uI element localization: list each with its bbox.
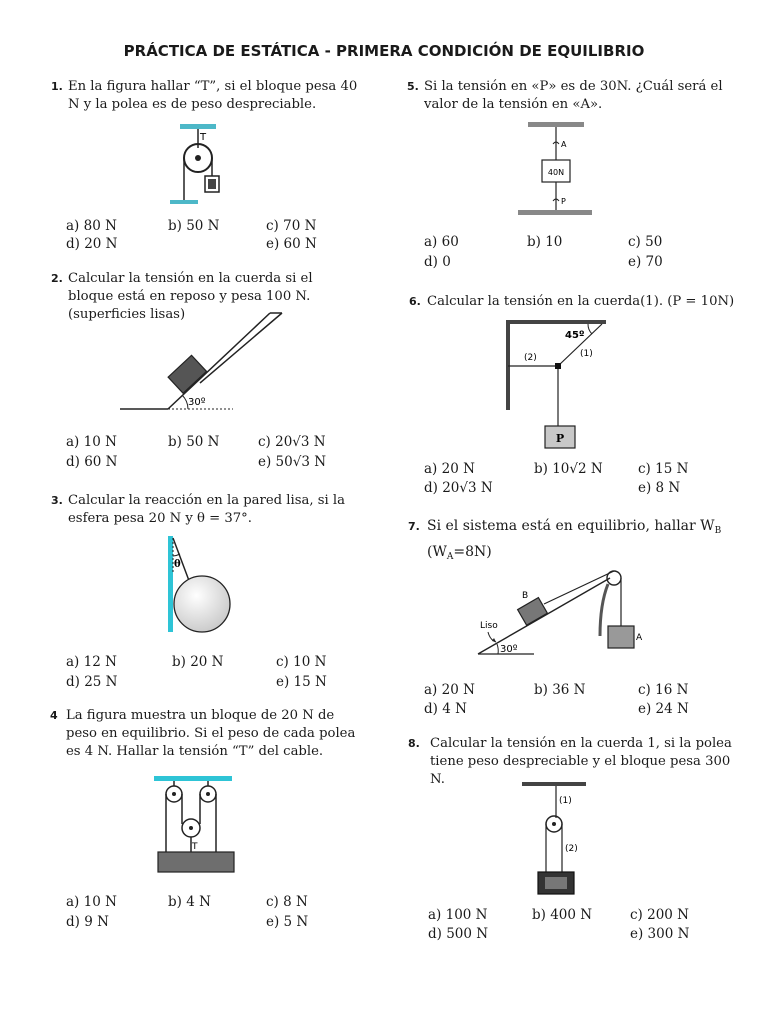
problem-4-text: La figura muestra un bloque de 20 N de peso en equilibrio. Si el peso de cada polea es 4 N. Hallar la tensión “T” del cable.: [66, 708, 356, 759]
rope-2-label: (2): [524, 353, 537, 363]
smooth-wall: [168, 536, 173, 632]
problem-7-figure: [474, 566, 644, 662]
problem-6-option-b[interactable]: b) 10√2 N: [534, 461, 603, 477]
ceiling-support: [154, 776, 232, 781]
problem-2-option-c[interactable]: c) 20√3 N: [258, 434, 326, 450]
problem-7-text-line2b: =8N): [453, 544, 492, 560]
problem-7-subscript-b: B: [714, 526, 722, 536]
problem-1-number: 1.: [51, 80, 63, 93]
angle-label: 30º: [188, 397, 206, 408]
problem-2-option-e[interactable]: e) 50√3 N: [258, 454, 327, 470]
problem-7-option-b[interactable]: b) 36 N: [534, 682, 586, 698]
problem-1-text: En la figura hallar “T”, si el bloque pesa 40 N y la polea es de peso despreciable.: [68, 79, 358, 112]
problem-1-option-a[interactable]: a) 80 N: [66, 218, 117, 234]
problem-7-option-e[interactable]: e) 24 N: [638, 701, 689, 717]
block-label: P: [555, 432, 565, 445]
problem-2-number: 2.: [51, 272, 63, 285]
problem-3-option-c[interactable]: c) 10 N: [276, 654, 327, 670]
problem-8-option-e[interactable]: e) 300 N: [630, 926, 690, 942]
ceiling-support: [528, 122, 584, 127]
block-label: 40N: [547, 168, 565, 177]
problem-6-option-e[interactable]: e) 8 N: [638, 480, 681, 496]
problem-7-text: Si el sistema está en equilibrio, hallar W: [427, 518, 715, 534]
problem-1-statement: [51, 78, 358, 114]
angle-label: 45º: [565, 330, 585, 341]
incline: [168, 313, 270, 409]
label-p: P: [561, 197, 566, 206]
problem-5-figure: [512, 116, 602, 224]
problem-7-text-line2a: (W: [427, 544, 447, 560]
sphere: [174, 576, 230, 632]
problem-3-number: 3.: [51, 494, 63, 507]
problem-3-statement: [51, 492, 368, 528]
smooth-label: Liso: [480, 621, 498, 631]
problem-3-option-a[interactable]: a) 12 N: [66, 654, 117, 670]
problem-5-option-a[interactable]: a) 60: [424, 234, 459, 250]
problem-6-figure: [500, 316, 610, 452]
problem-8-figure: [518, 778, 598, 898]
problem-4-option-a[interactable]: a) 10 N: [66, 894, 117, 910]
problem-5-text: Si la tensión en «P» es de 30N. ¿Cuál será el valor de la tensión en «A».: [424, 79, 723, 112]
problem-5-number: 5.: [407, 80, 419, 93]
problem-2-text: Calcular la tensión en la cuerda si el bloque está en reposo y pesa 100 N. (superficies lisas): [68, 271, 313, 322]
tension-label: T: [200, 132, 207, 143]
problem-6-option-c[interactable]: c) 15 N: [638, 461, 689, 477]
label-b: B: [522, 591, 529, 601]
problem-2-option-b[interactable]: b) 50 N: [168, 434, 220, 450]
block-a: [608, 626, 634, 648]
problem-7-option-a[interactable]: a) 20 N: [424, 682, 475, 698]
problem-4-option-c[interactable]: c) 8 N: [266, 894, 308, 910]
problem-2-option-a[interactable]: a) 10 N: [66, 434, 117, 450]
incline: [478, 578, 610, 654]
problem-6-statement: [409, 293, 737, 311]
floor-support: [170, 200, 198, 204]
label-a: A: [636, 633, 643, 643]
problem-8-option-a[interactable]: a) 100 N: [428, 907, 488, 923]
tension-label: T: [192, 842, 198, 852]
problem-1-figure: [160, 118, 240, 208]
problem-3-figure: [160, 532, 250, 642]
problem-4-number: 4: [50, 709, 58, 722]
block-b: [518, 598, 548, 626]
problem-2-option-d[interactable]: d) 60 N: [66, 454, 118, 470]
problem-5-option-e[interactable]: e) 70: [628, 254, 663, 270]
problem-6-option-d[interactable]: d) 20√3 N: [424, 480, 493, 496]
theta-label: θ: [174, 559, 181, 570]
problem-1-option-b[interactable]: b) 50 N: [168, 218, 220, 234]
problem-8-option-b[interactable]: b) 400 N: [532, 907, 593, 923]
angle-label: 30º: [500, 644, 518, 655]
problem-5-option-b[interactable]: b) 10: [527, 234, 563, 250]
problem-1-option-d[interactable]: d) 20 N: [66, 236, 118, 252]
problem-6-text: Calcular la tensión en la cuerda(1). (P = 10N): [427, 294, 735, 309]
problem-8-option-c[interactable]: c) 200 N: [630, 907, 689, 923]
problem-8-text: Calcular la tensión en la cuerda 1, si la polea tiene peso despreciable y el bloque pesa 300 N.: [430, 736, 732, 787]
problem-4-option-b[interactable]: b) 4 N: [168, 894, 211, 910]
problem-7-subscript-a: A: [446, 552, 454, 562]
problem-7-option-c[interactable]: c) 16 N: [638, 682, 689, 698]
problem-3-option-e[interactable]: e) 15 N: [276, 674, 327, 690]
problem-6-number: 6.: [409, 295, 421, 308]
ceiling-support: [180, 124, 216, 129]
problem-4-figure: [150, 770, 240, 880]
ceiling-support: [522, 782, 586, 786]
problem-4-option-d[interactable]: d) 9 N: [66, 914, 109, 930]
block: [158, 852, 234, 872]
problem-7-option-d[interactable]: d) 4 N: [424, 701, 467, 717]
rope-1-label: (1): [559, 796, 572, 806]
page-title: PRÁCTICA DE ESTÁTICA - PRIMERA CONDICIÓN DE EQUILIBRIO: [123, 42, 645, 60]
problem-8-number: 8.: [408, 737, 420, 750]
label-a: A: [561, 140, 567, 149]
problem-1-option-e[interactable]: e) 60 N: [266, 236, 317, 252]
problem-6-option-a[interactable]: a) 20 N: [424, 461, 475, 477]
problem-5-option-c[interactable]: c) 50: [628, 234, 663, 250]
problem-5-option-d[interactable]: d) 0: [424, 254, 451, 270]
block: [168, 355, 206, 393]
problem-3-text: Calcular la reacción en la pared lisa, si la esfera pesa 20 N y θ = 37°.: [68, 493, 345, 526]
problem-3-option-d[interactable]: d) 25 N: [66, 674, 118, 690]
problem-7-number: 7.: [408, 520, 420, 533]
problem-8-option-d[interactable]: d) 500 N: [428, 926, 489, 942]
problem-5-statement: [407, 78, 724, 114]
problem-1-option-c[interactable]: c) 70 N: [266, 218, 317, 234]
rope-2-label: (2): [565, 844, 578, 854]
floor-support: [518, 210, 592, 215]
rope-1-label: (1): [580, 349, 593, 359]
problem-2-figure: [118, 305, 358, 420]
problem-4-option-e[interactable]: e) 5 N: [266, 914, 309, 930]
problem-4-statement: [50, 707, 360, 761]
rope: [200, 313, 282, 383]
problem-7-statement: [408, 516, 747, 568]
problem-3-option-b[interactable]: b) 20 N: [172, 654, 224, 670]
